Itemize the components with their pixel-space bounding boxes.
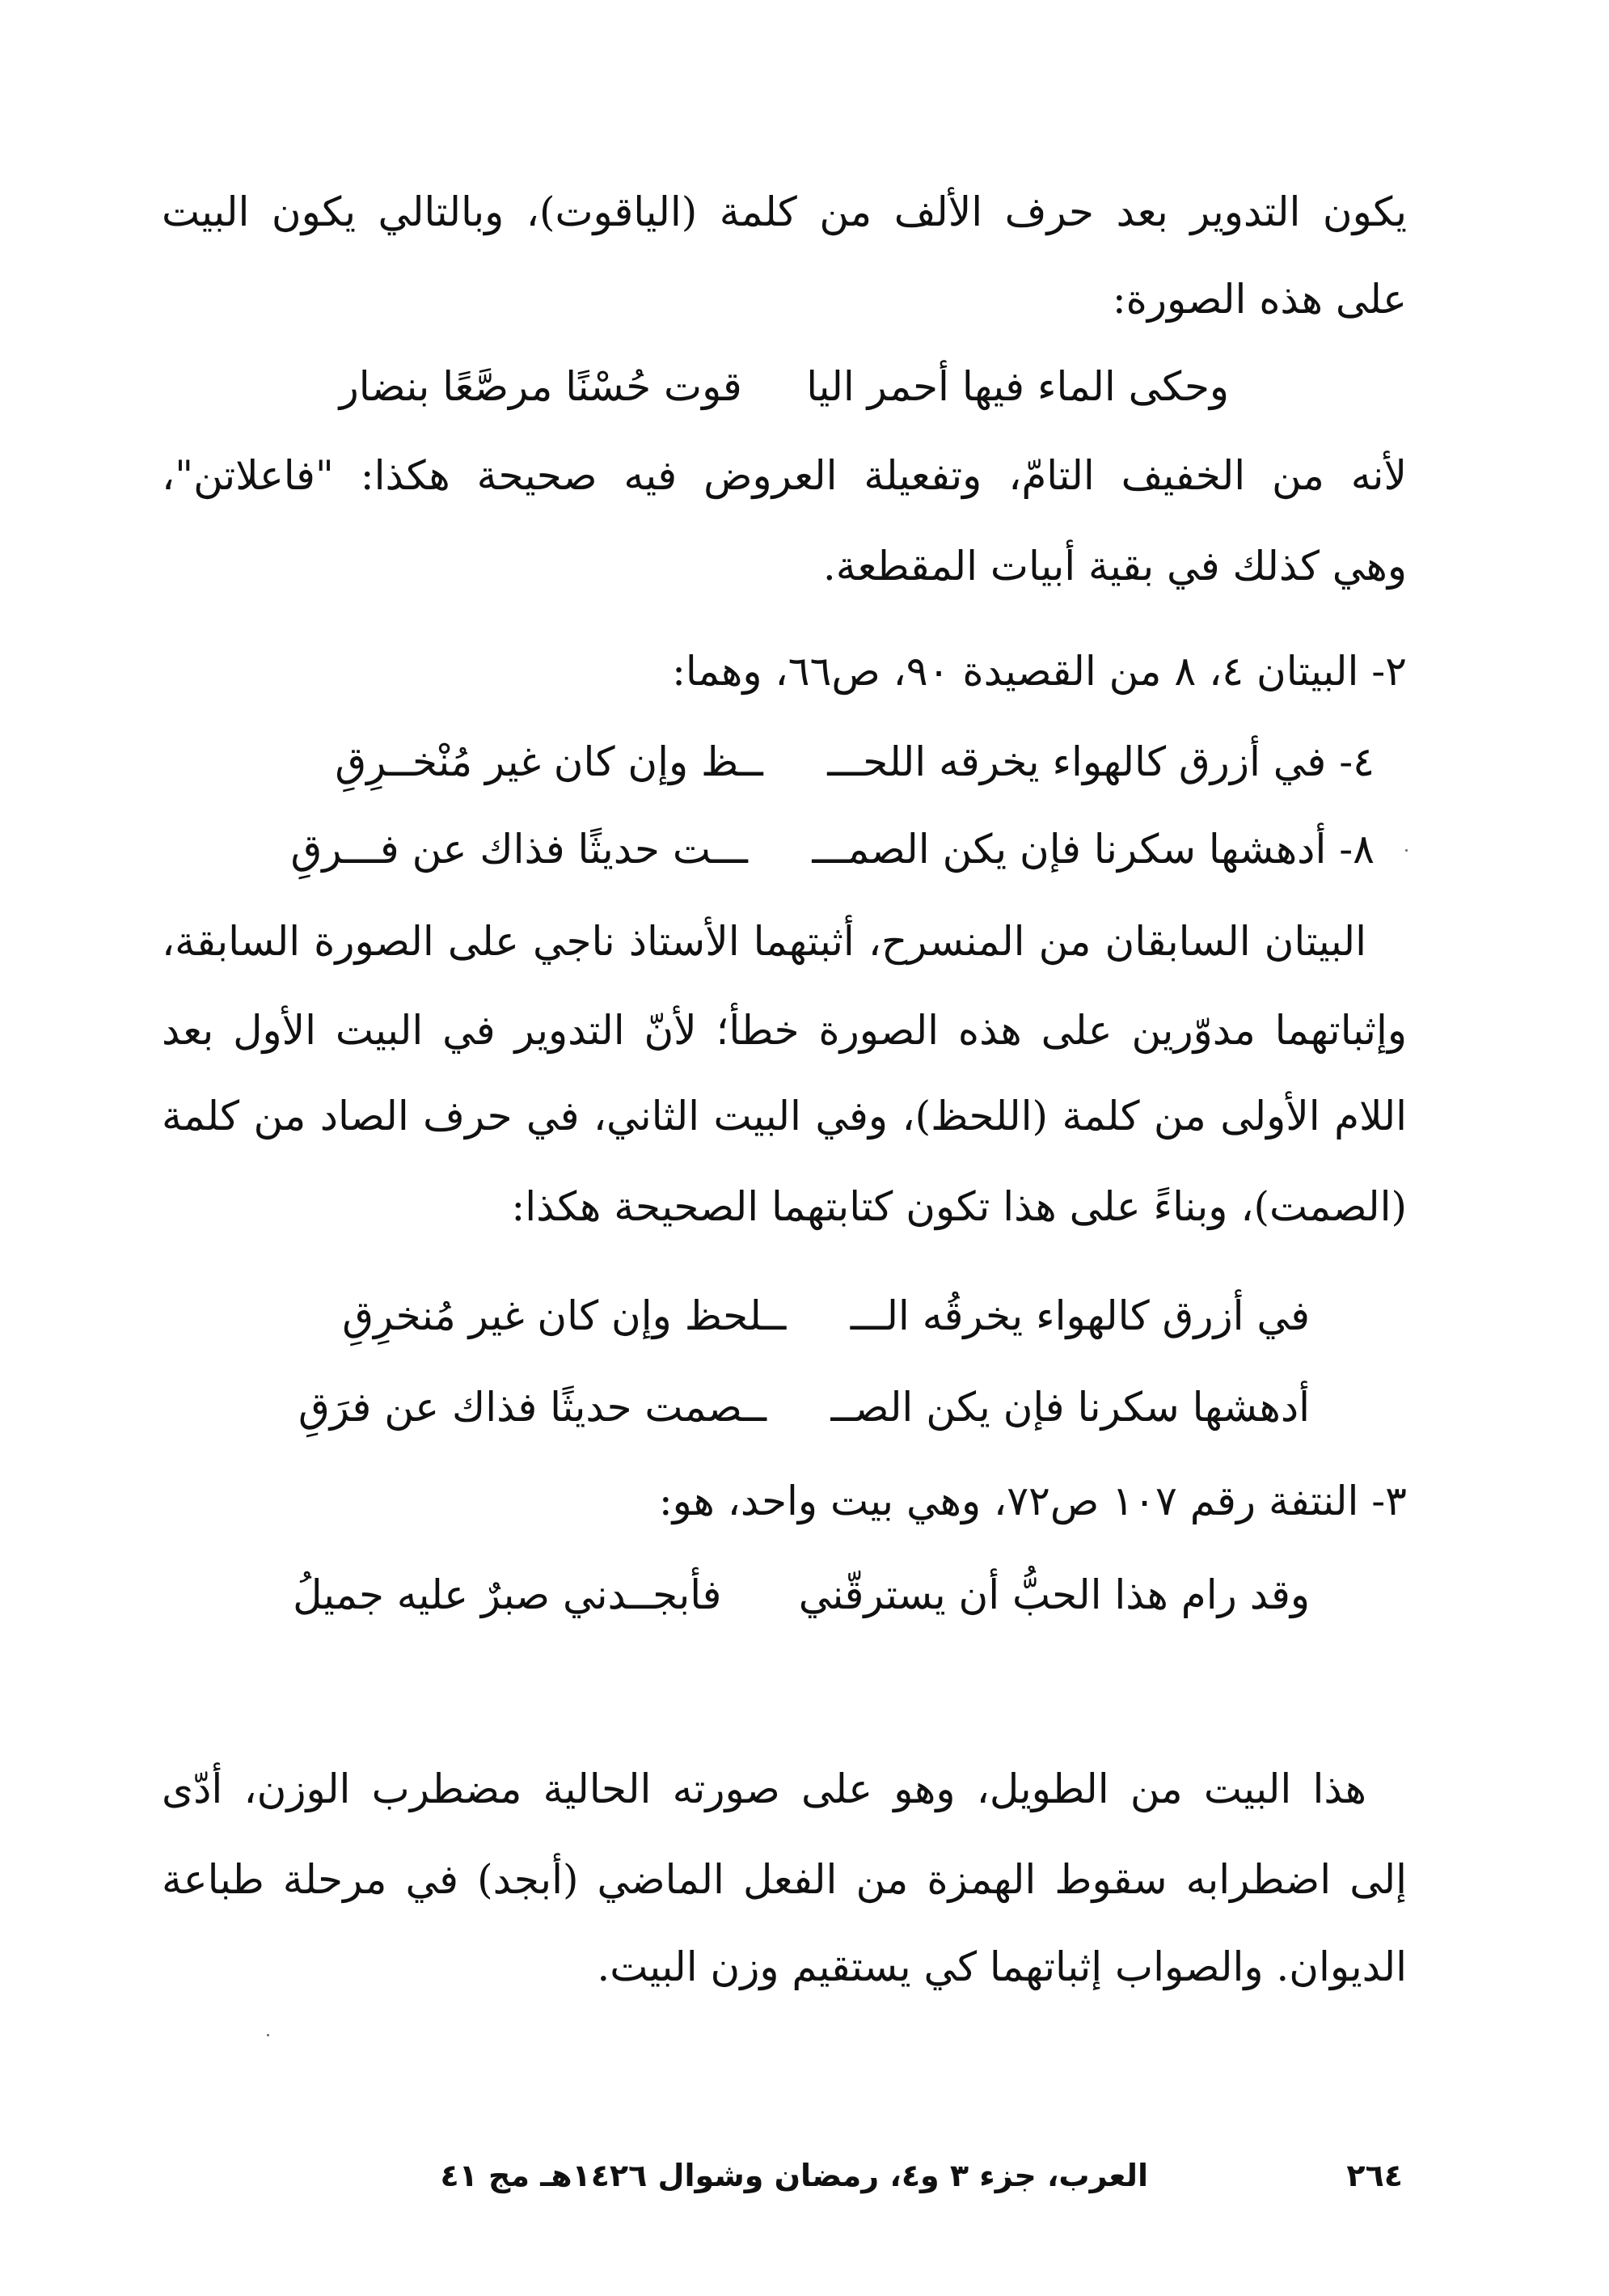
paragraph-1-line-2: على هذه الصورة: [1112, 276, 1407, 323]
scan-speck [1405, 849, 1408, 852]
verse-6: وقد رام هذا الحبُّ أن يسترقّني فأبجــدني صبرٌ عليه جميلُ [293, 1571, 1310, 1618]
paragraph-3-line-3: اللام الأولى من كلمة (اللحظ)، وفي البيت الثاني، في حرف الصاد من كلمة [162, 1093, 1407, 1140]
verse-5: أدهشها سكرنا فإن يكن الصــ ــصمت حديثًا فذاك عن فرَقِ [298, 1384, 1310, 1431]
paragraph-3-line-4: (الصمت)، وبناءً على هذا تكون كتابتهما الصحيحة هكذا: [511, 1183, 1407, 1230]
scan-speck [267, 2034, 269, 2036]
paragraph-3-line-2: وإثباتهما مدوّرين على هذه الصورة خطأ؛ لأنّ التدوير في البيت الأول بعد [162, 1007, 1407, 1054]
paragraph-4-line-2: إلى اضطرابه سقوط الهمزة من الفعل الماضي (أبجد) في مرحلة طباعة [162, 1856, 1407, 1903]
verse-1: وحكى الماء فيها أحمر اليا قوت حُسْنًا مرصَّعًا بنضار [339, 363, 1229, 410]
paragraph-4-line-3: الديوان. والصواب إثباتهما كي يستقيم وزن البيت. [597, 1943, 1407, 1990]
verse-2: ٤- في أزرق كالهواء يخرقه اللحـــ ــظ وإن كان غير مُنْخــرِقِ [335, 738, 1375, 785]
verse-3: ٨- أدهشها سكرنا فإن يكن الصمـــ ـــت حديثًا فذاك عن فـــرقِ [290, 826, 1375, 873]
paragraph-4-line-1: هذا البيت من الطويل، وهو على صورته الحالية مضطرب الوزن، أدّى [162, 1765, 1366, 1812]
paragraph-1-line-1: يكون التدوير بعد حرف الألف من كلمة (الياقوت)، وبالتالي يكون البيت [162, 188, 1407, 235]
item-3-heading: ٣- النتفة رقم ١٠٧ ص٧٢، وهي بيت واحد، هو: [658, 1478, 1407, 1524]
journal-footer: العرب، جزء ٣ و٤، رمضان وشوال ١٤٢٦هـ مج ٤١ [440, 2158, 1148, 2193]
page-number: ٢٦٤ [1346, 2158, 1403, 2193]
paragraph-2-line-1: لأنه من الخفيف التامّ، وتفعيلة العروض فيه صحيحة هكذا: "فاعلاتن"، [162, 452, 1407, 499]
paragraph-3-line-1: البيتان السابقان من المنسرح، أثبتهما الأستاذ ناجي على الصورة السابقة، [162, 918, 1366, 965]
verse-4: في أزرق كالهواء يخرقُه الـــ ــلحظ وإن كان غير مُنخرِقِ [342, 1292, 1310, 1339]
item-2-heading: ٢- البيتان ٤، ٨ من القصيدة ٩٠، ص٦٦، وهما: [672, 648, 1407, 695]
paragraph-2-line-2: وهي كذلك في بقية أبيات المقطعة. [822, 543, 1407, 590]
